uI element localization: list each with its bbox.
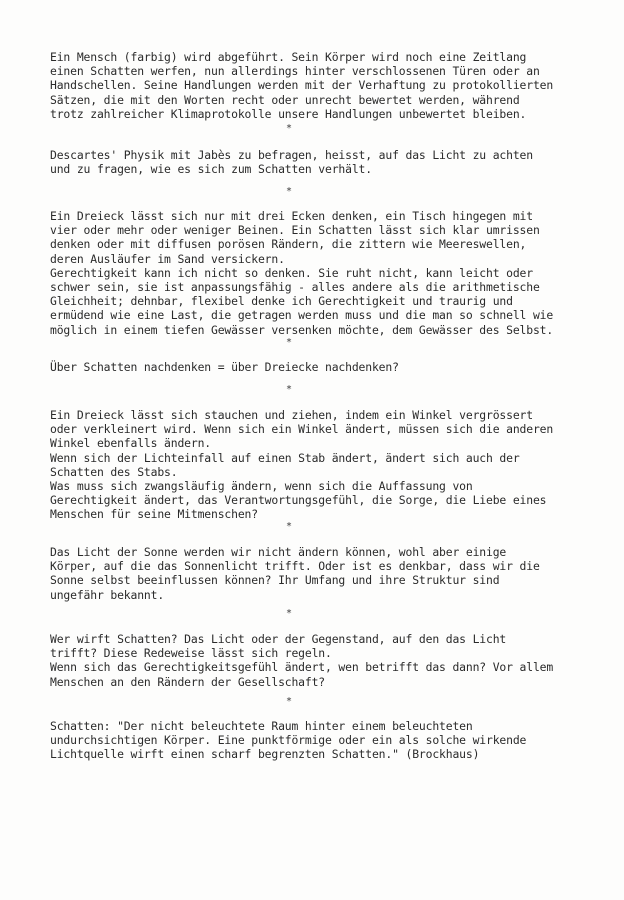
text-line: Gerechtigkeit kann ich nicht so denken. Sie ruht nicht, kann leicht oder (50, 265, 533, 280)
text-line: Ein Mensch (farbig) wird abgeführt. Sein Körper wird noch eine Zeitlang (50, 50, 527, 64)
text-line: Gerechtigkeit ändert, das Verantwortungsgefühl, die Sorge, die Liebe eines (50, 493, 547, 508)
text-line: Gleichheit; dehnbar, flexibel denke ich Gerechtigkeit und traurig und (50, 294, 513, 309)
section-separator: * (286, 521, 293, 532)
text-line: Über Schatten nachdenken = über Dreiecke nachdenken? (50, 360, 399, 374)
paragraph-brockhaus-quote (50, 719, 590, 762)
text-line: trifft? Diese Redeweise lässt sich regeln. (50, 646, 332, 661)
paragraph-angles (50, 408, 590, 522)
text-line: Winkel ebenfalls ändern. (50, 436, 211, 451)
text-line: Körper, auf die das Sonnenlicht trifft. Oder ist es denkbar, dass wir die (50, 559, 540, 574)
text-line: Was muss sich zwangsläufig ändern, wenn sich die Auffassung von (50, 479, 473, 494)
paragraph-sun (50, 545, 590, 602)
text-line: Wenn sich der Lichteinfall auf einen Stab ändert, ändert sich auch der (50, 450, 520, 465)
text-line: Das Licht der Sonne werden wir nicht ändern können, wohl aber einige (50, 545, 507, 559)
text-line: ungefähr bekannt. (50, 587, 165, 602)
section-separator: * (286, 384, 293, 395)
section-separator: * (286, 186, 293, 197)
text-line: möglich in einem tiefen Gewässer versenken möchte, dem Gewässer des Selbst. (50, 322, 554, 337)
paragraph-descartes (50, 148, 590, 176)
text-line: Ein Dreieck lässt sich stauchen und ziehen, indem ein Winkel vergrössert (50, 408, 533, 422)
text-line: undurchsichtigen Körper. Eine punktförmige oder ein als solche wirkende (50, 733, 527, 748)
text-line: Wer wirft Schatten? Das Licht oder der Gegenstand, auf den das Licht (50, 632, 507, 646)
text-line: Sonne selbst beeinflussen können? Ihr Umfang und ihre Struktur sind (50, 573, 500, 588)
text-line: Descartes' Physik mit Jabès zu befragen, heisst, auf das Licht zu achten (50, 148, 533, 162)
section-separator: * (286, 608, 293, 619)
text-line: trotz zahlreicher Klimaprotokolle unsere Handlungen unbewertet bleiben. (50, 106, 527, 121)
text-line: Sätzen, die mit den Worten recht oder unrecht bewertet werden, während (50, 92, 520, 107)
paragraph-who-casts-shadow (50, 632, 590, 689)
text-line: deren Ausläufer im Sand versickern. (50, 251, 285, 266)
text-line: oder verkleinert wird. Wenn sich ein Winkel ändert, müssen sich die anderen (50, 422, 554, 437)
text-line: Lichtquelle wirft einen scharf begrenzten Schatten." (Brockhaus) (50, 747, 480, 762)
text-line: denken oder mit diffusen porösen Rändern, die zittern wie Meereswellen, (50, 237, 527, 252)
paragraph-question (50, 360, 590, 374)
text-line: Wenn sich das Gerechtigkeitsgefühl ändert, wen betrifft das dann? Vor allem (50, 660, 554, 675)
section-separator: * (286, 123, 293, 134)
section-separator: * (286, 337, 293, 348)
text-line: Ein Dreieck lässt sich nur mit drei Ecken denken, ein Tisch hingegen mit (50, 209, 533, 223)
text-line: ermüdend wie eine Last, die getragen werden muss und die man so schnell wie (50, 308, 554, 323)
paragraph-arrest (50, 50, 590, 121)
text-line: Handschellen. Seine Handlungen werden mit der Verhaftung zu protokollierten (50, 78, 554, 93)
section-separator: * (286, 696, 293, 707)
text-line: einen Schatten werfen, nun allerdings hinter verschlossenen Türen oder an (50, 64, 540, 79)
text-line: schwer sein, sie ist anpassungsfähig - alles andere als die arithmetische (50, 280, 540, 295)
text-line: und zu fragen, wie es sich zum Schatten verhält. (50, 162, 372, 177)
text-line: Schatten: "Der nicht beleuchtete Raum hinter einem beleuchteten (50, 719, 473, 733)
text-line: Schatten des Stabs. (50, 464, 178, 479)
text-line: vier oder mehr oder weniger Beinen. Ein Schatten lässt sich klar umrissen (50, 223, 540, 238)
text-line: Menschen für seine Mitmenschen? (50, 507, 258, 522)
paragraph-triangle-justice (50, 209, 590, 337)
text-line: Menschen an den Rändern der Gesellschaft? (50, 674, 326, 689)
